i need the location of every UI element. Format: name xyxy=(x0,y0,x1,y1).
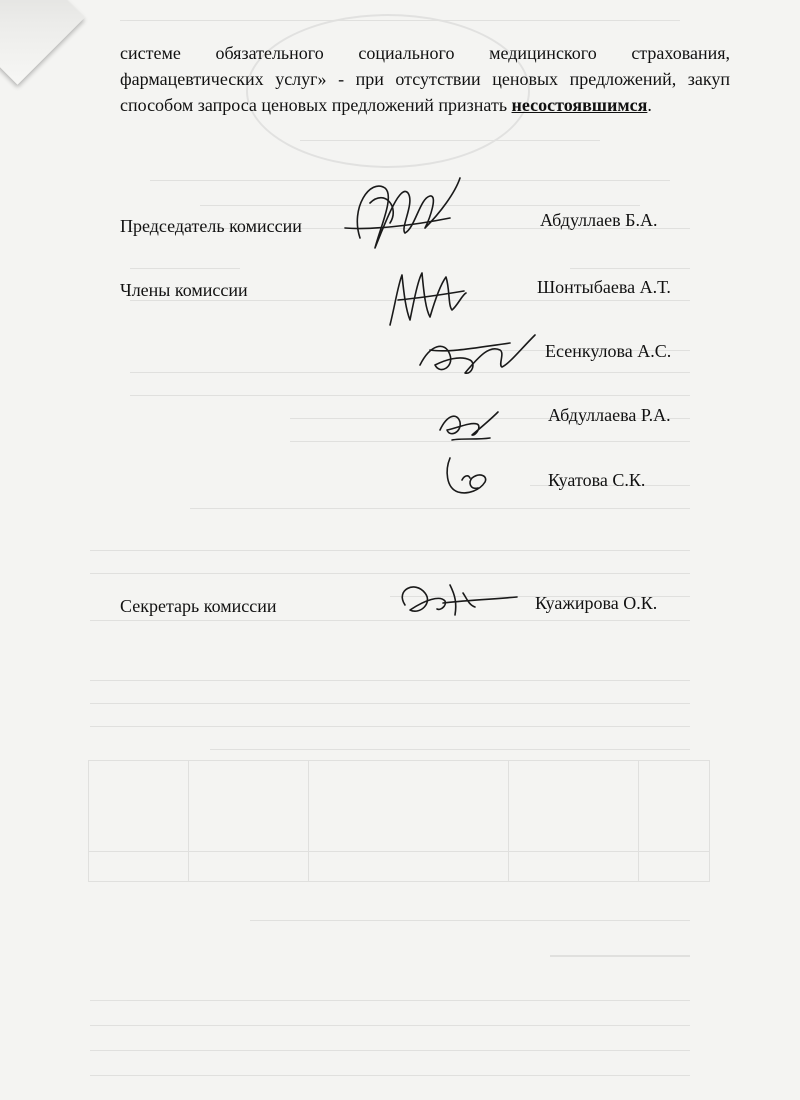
chairman-role: Председатель комиссии xyxy=(120,216,302,236)
unsuccessful-emphasis: несостоявшимся xyxy=(511,95,648,115)
paragraph-line-3-text: способом запроса ценовых предложений признать xyxy=(120,95,512,115)
secretary-role: Секретарь комиссии xyxy=(120,596,277,616)
signature-5 xyxy=(440,450,495,500)
secretary-name: Куажирова О.К. xyxy=(535,593,658,613)
chairman-name: Абдуллаев Б.А. xyxy=(540,210,658,230)
signature-6 xyxy=(385,575,525,625)
paragraph-line-3-end: . xyxy=(647,95,652,115)
paragraph-line-2: фармацевтических услуг» - при отсутствии ценовых предложений, закуп xyxy=(120,69,730,89)
member-name-3: Абдуллаева Р.А. xyxy=(548,405,671,425)
signature-4 xyxy=(432,400,502,450)
paragraph-line-3 xyxy=(120,92,730,118)
folded-corner xyxy=(0,0,85,85)
paragraph-line-1: системе обязательного социального медицинского страхования, xyxy=(120,43,730,63)
member-name-4: Куатова С.К. xyxy=(548,470,646,490)
member-name-2: Есенкулова А.С. xyxy=(545,341,672,361)
signature-1 xyxy=(330,168,470,268)
members-role: Члены комиссии xyxy=(120,280,248,300)
decision-paragraph xyxy=(120,40,730,118)
signature-3 xyxy=(410,325,540,385)
member-name-1: Шонтыбаева А.Т. xyxy=(537,277,671,297)
